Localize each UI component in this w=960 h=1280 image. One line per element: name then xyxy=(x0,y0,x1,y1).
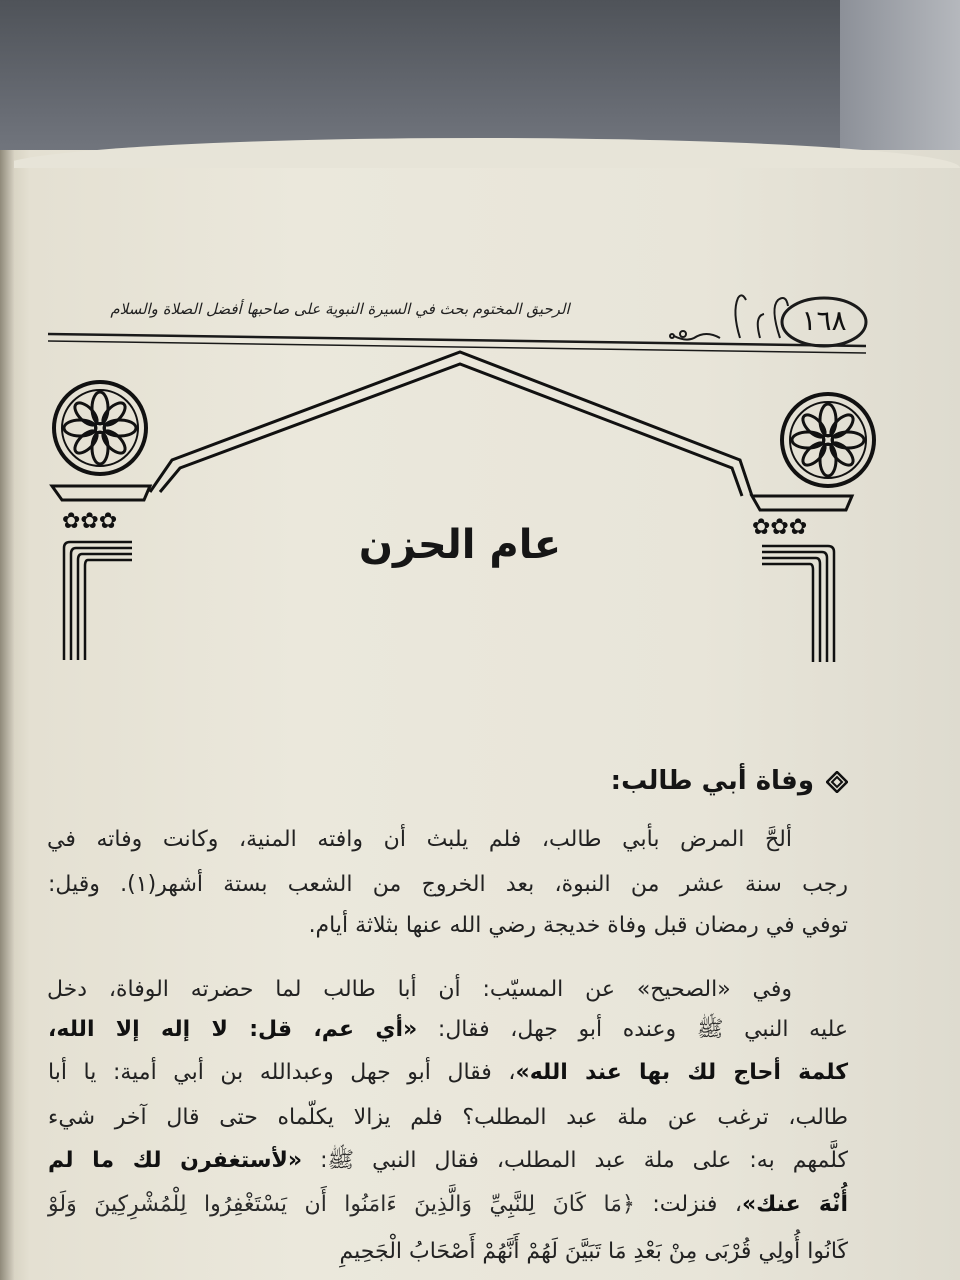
text-segment: كلَّمهم به: على ملة عبد المطلب، فقال النبي ﷺ: xyxy=(302,1148,848,1173)
paragraph-1-line-2: رجب سنة عشر من النبوة، بعد الخروج من الشعب بستة أشهر(١). وقيل: xyxy=(48,872,848,897)
paragraph-2-line-4: طالب، ترغب عن ملة عبد المطلب؟ فلم يزالا يكلّماه حتى قال آخر شيء xyxy=(48,1105,848,1130)
hadith-quote-bold: «لأستغفرن لك ما لم xyxy=(48,1148,303,1173)
paragraph-2-line-3 xyxy=(48,1053,848,1093)
section-heading-text: وفاة أبي طالب: xyxy=(610,766,814,796)
paragraph-2-line-6 xyxy=(48,1185,848,1225)
svg-text:✿✿✿: ✿✿✿ xyxy=(62,509,118,534)
chapter-title: عام الحزن xyxy=(358,522,562,568)
hadith-quote-bold: كلمة أحاج لك بها عند الله» xyxy=(515,1060,848,1085)
paragraph-2-line-5 xyxy=(48,1141,848,1181)
paragraph-1-line-3: توفي في رمضان قبل وفاة خديجة رضي الله عنها بثلاثة أيام. xyxy=(308,913,848,938)
svg-text:✿✿✿: ✿✿✿ xyxy=(752,515,808,540)
hadith-quote-bold: «أي عم، قل: لا إله إلا الله، xyxy=(48,1017,418,1042)
running-title: الرحيق المختوم بحث في السيرة النبوية على صاحبها أفضل الصلاة والسلام xyxy=(110,300,570,318)
text-segment: ، فقال أبو جهل وعبدالله بن أبي أمية: يا أبا xyxy=(48,1060,516,1085)
text-segment: عليه النبي ﷺ وعنده أبو جهل، فقال: xyxy=(417,1017,848,1042)
paragraph-2-line-7: كَانُوا أُولِي قُرْبَى مِنْ بَعْدِ مَا تَبَيَّنَ لَهُمْ أَنَّهُمْ أَصْحَابُ الْجَحِيمِ xyxy=(339,1239,848,1264)
paragraph-1-line-1: ألحَّ المرض بأبي طالب، فلم يلبث أن وافته المنية، وكانت وفاته في xyxy=(47,827,792,852)
hadith-quote-bold: أُنْهَ عنك» xyxy=(741,1192,848,1217)
page-number: ١٦٨ xyxy=(801,304,847,337)
paragraph-2-line-1: وفي «الصحيح» عن المسيّب: أن أبا طالب لما حضرته الوفاة، دخل xyxy=(47,977,792,1002)
paragraph-2-line-2 xyxy=(48,1010,848,1050)
quran-verse: ﴿مَا كَانَ لِلنَّبِيِّ وَالَّذِينَ ءَامَنُوا أَن يَسْتَغْفِرُوا لِلْمُشْرِكِينَ وَلَوْ xyxy=(48,1192,635,1217)
text-segment: ، فنزلت: xyxy=(634,1192,742,1217)
